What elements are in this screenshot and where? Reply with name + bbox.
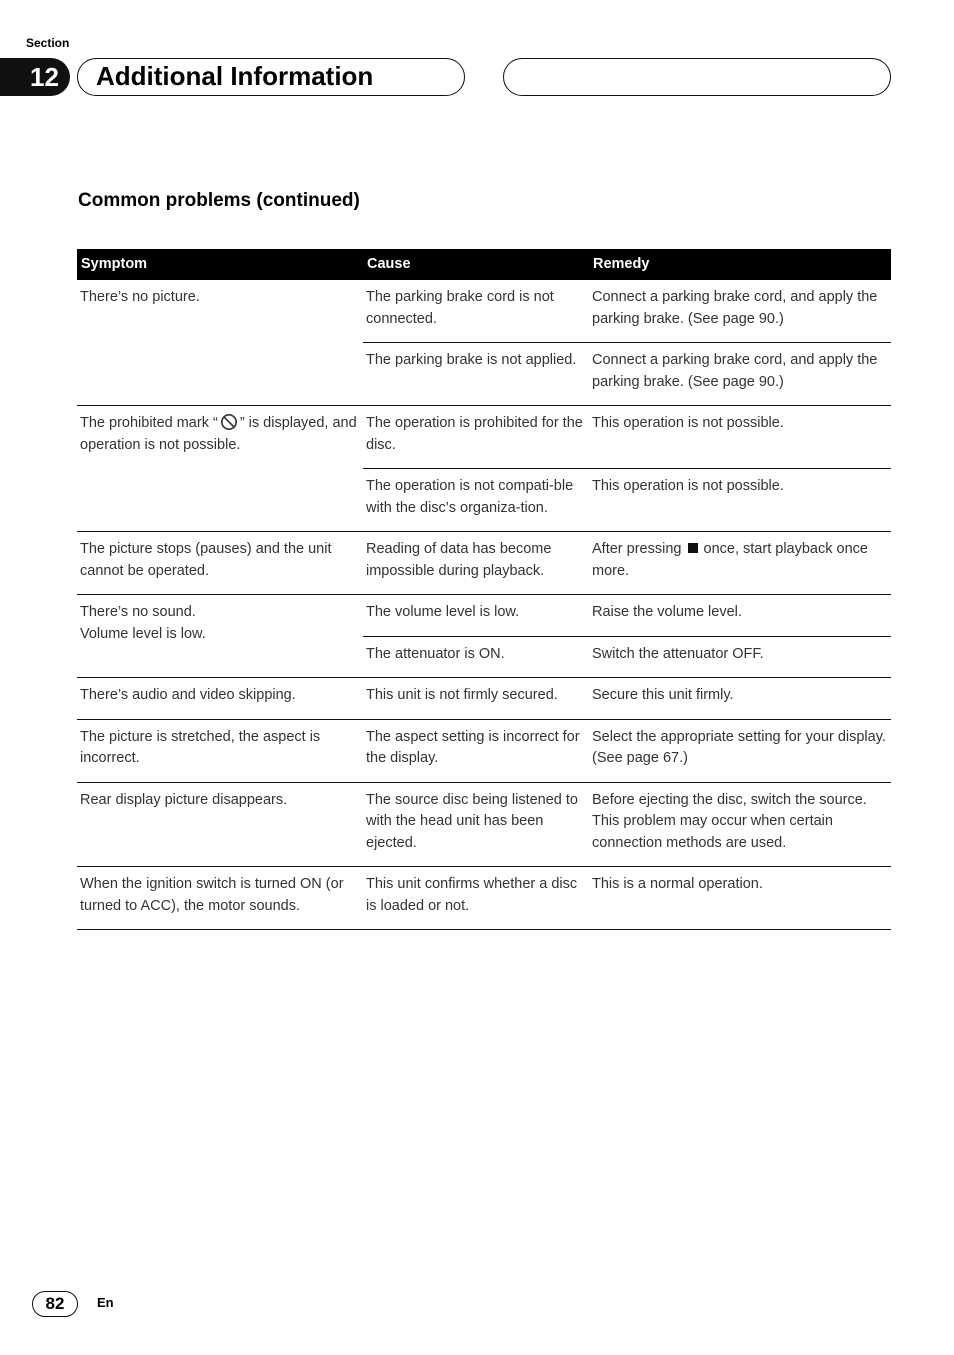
table-row [77, 782, 891, 867]
remedy-cell: This operation is not possible. [589, 469, 891, 532]
cause-cell: Reading of data has become impossible during playback. [363, 532, 589, 595]
cause-cell: The operation is prohibited for the disc. [363, 406, 589, 469]
troubleshooting-table [77, 249, 891, 930]
symptom-line: Volume level is low. [80, 625, 206, 642]
symptom-cell: Rear display picture disappears. [77, 782, 363, 867]
cause-cell: The aspect setting is incorrect for the display. [363, 719, 589, 782]
symptom-line: There’s no sound. [80, 604, 196, 620]
header-symptom: Symptom [77, 249, 363, 280]
table-row [77, 532, 891, 595]
cause-cell: The operation is not compati-ble with the disc’s organiza-tion. [363, 469, 589, 532]
remedy-cell: Connect a parking brake cord, and apply the parking brake. (See page 90.) [589, 343, 891, 406]
remedy-cell: Before ejecting the disc, switch the source. This problem may occur when certain connection methods are used. [589, 782, 891, 867]
section-label: Section [26, 36, 70, 50]
remedy-cell: This is a normal operation. [589, 867, 891, 930]
table-row [77, 678, 891, 720]
remedy-cell: This operation is not possible. [589, 406, 891, 469]
remedy-cell: Secure this unit firmly. [589, 678, 891, 720]
remedy-cell: Connect a parking brake cord, and apply the parking brake. (See page 90.) [589, 280, 891, 343]
cause-cell: The source disc being listened to with the head unit has been ejected. [363, 782, 589, 867]
section-subheading: Common problems (continued) [78, 190, 360, 211]
symptom-cell [77, 595, 363, 678]
symptom-cell: There’s no picture. [77, 280, 363, 406]
remedy-cell: Raise the volume level. [589, 595, 891, 637]
symptom-cell: There’s audio and video skipping. [77, 678, 363, 720]
remedy-cell [589, 532, 891, 595]
page-number: 82 [32, 1291, 78, 1317]
symptom-cell [77, 406, 363, 532]
language-label: En [97, 1295, 114, 1310]
cause-cell: The parking brake is not applied. [363, 343, 589, 406]
page-title: Additional Information [77, 58, 465, 96]
symptom-cell: The picture stops (pauses) and the unit cannot be operated. [77, 532, 363, 595]
remedy-text-after: once, start playback once more. [592, 541, 868, 579]
prohibited-mark-icon [220, 413, 238, 431]
remedy-text-before: After pressing [592, 541, 686, 557]
cause-cell: The parking brake cord is not connected. [363, 280, 589, 343]
table-row [77, 867, 891, 930]
remedy-cell: Switch the attenuator OFF. [589, 636, 891, 678]
cause-cell: The attenuator is ON. [363, 636, 589, 678]
cause-cell: The volume level is low. [363, 595, 589, 637]
table-row [77, 595, 891, 637]
symptom-text-before: The prohibited mark “ [80, 415, 218, 431]
table-row [77, 719, 891, 782]
header-empty-frame [503, 58, 891, 96]
cause-cell: This unit confirms whether a disc is loaded or not. [363, 867, 589, 930]
remedy-cell: Select the appropriate setting for your display. (See page 67.) [589, 719, 891, 782]
stop-square-icon [688, 543, 698, 553]
table-row [77, 280, 891, 343]
section-number-tab: 12 [0, 58, 70, 96]
table-header-row [77, 249, 891, 280]
symptom-cell: The picture is stretched, the aspect is incorrect. [77, 719, 363, 782]
cause-cell: This unit is not firmly secured. [363, 678, 589, 720]
symptom-cell: When the ignition switch is turned ON (or turned to ACC), the motor sounds. [77, 867, 363, 930]
header-remedy: Remedy [589, 249, 891, 280]
table-row [77, 406, 891, 469]
symptom-text-after: ” is displayed, and operation is not possible. [80, 415, 357, 453]
header-cause: Cause [363, 249, 589, 280]
